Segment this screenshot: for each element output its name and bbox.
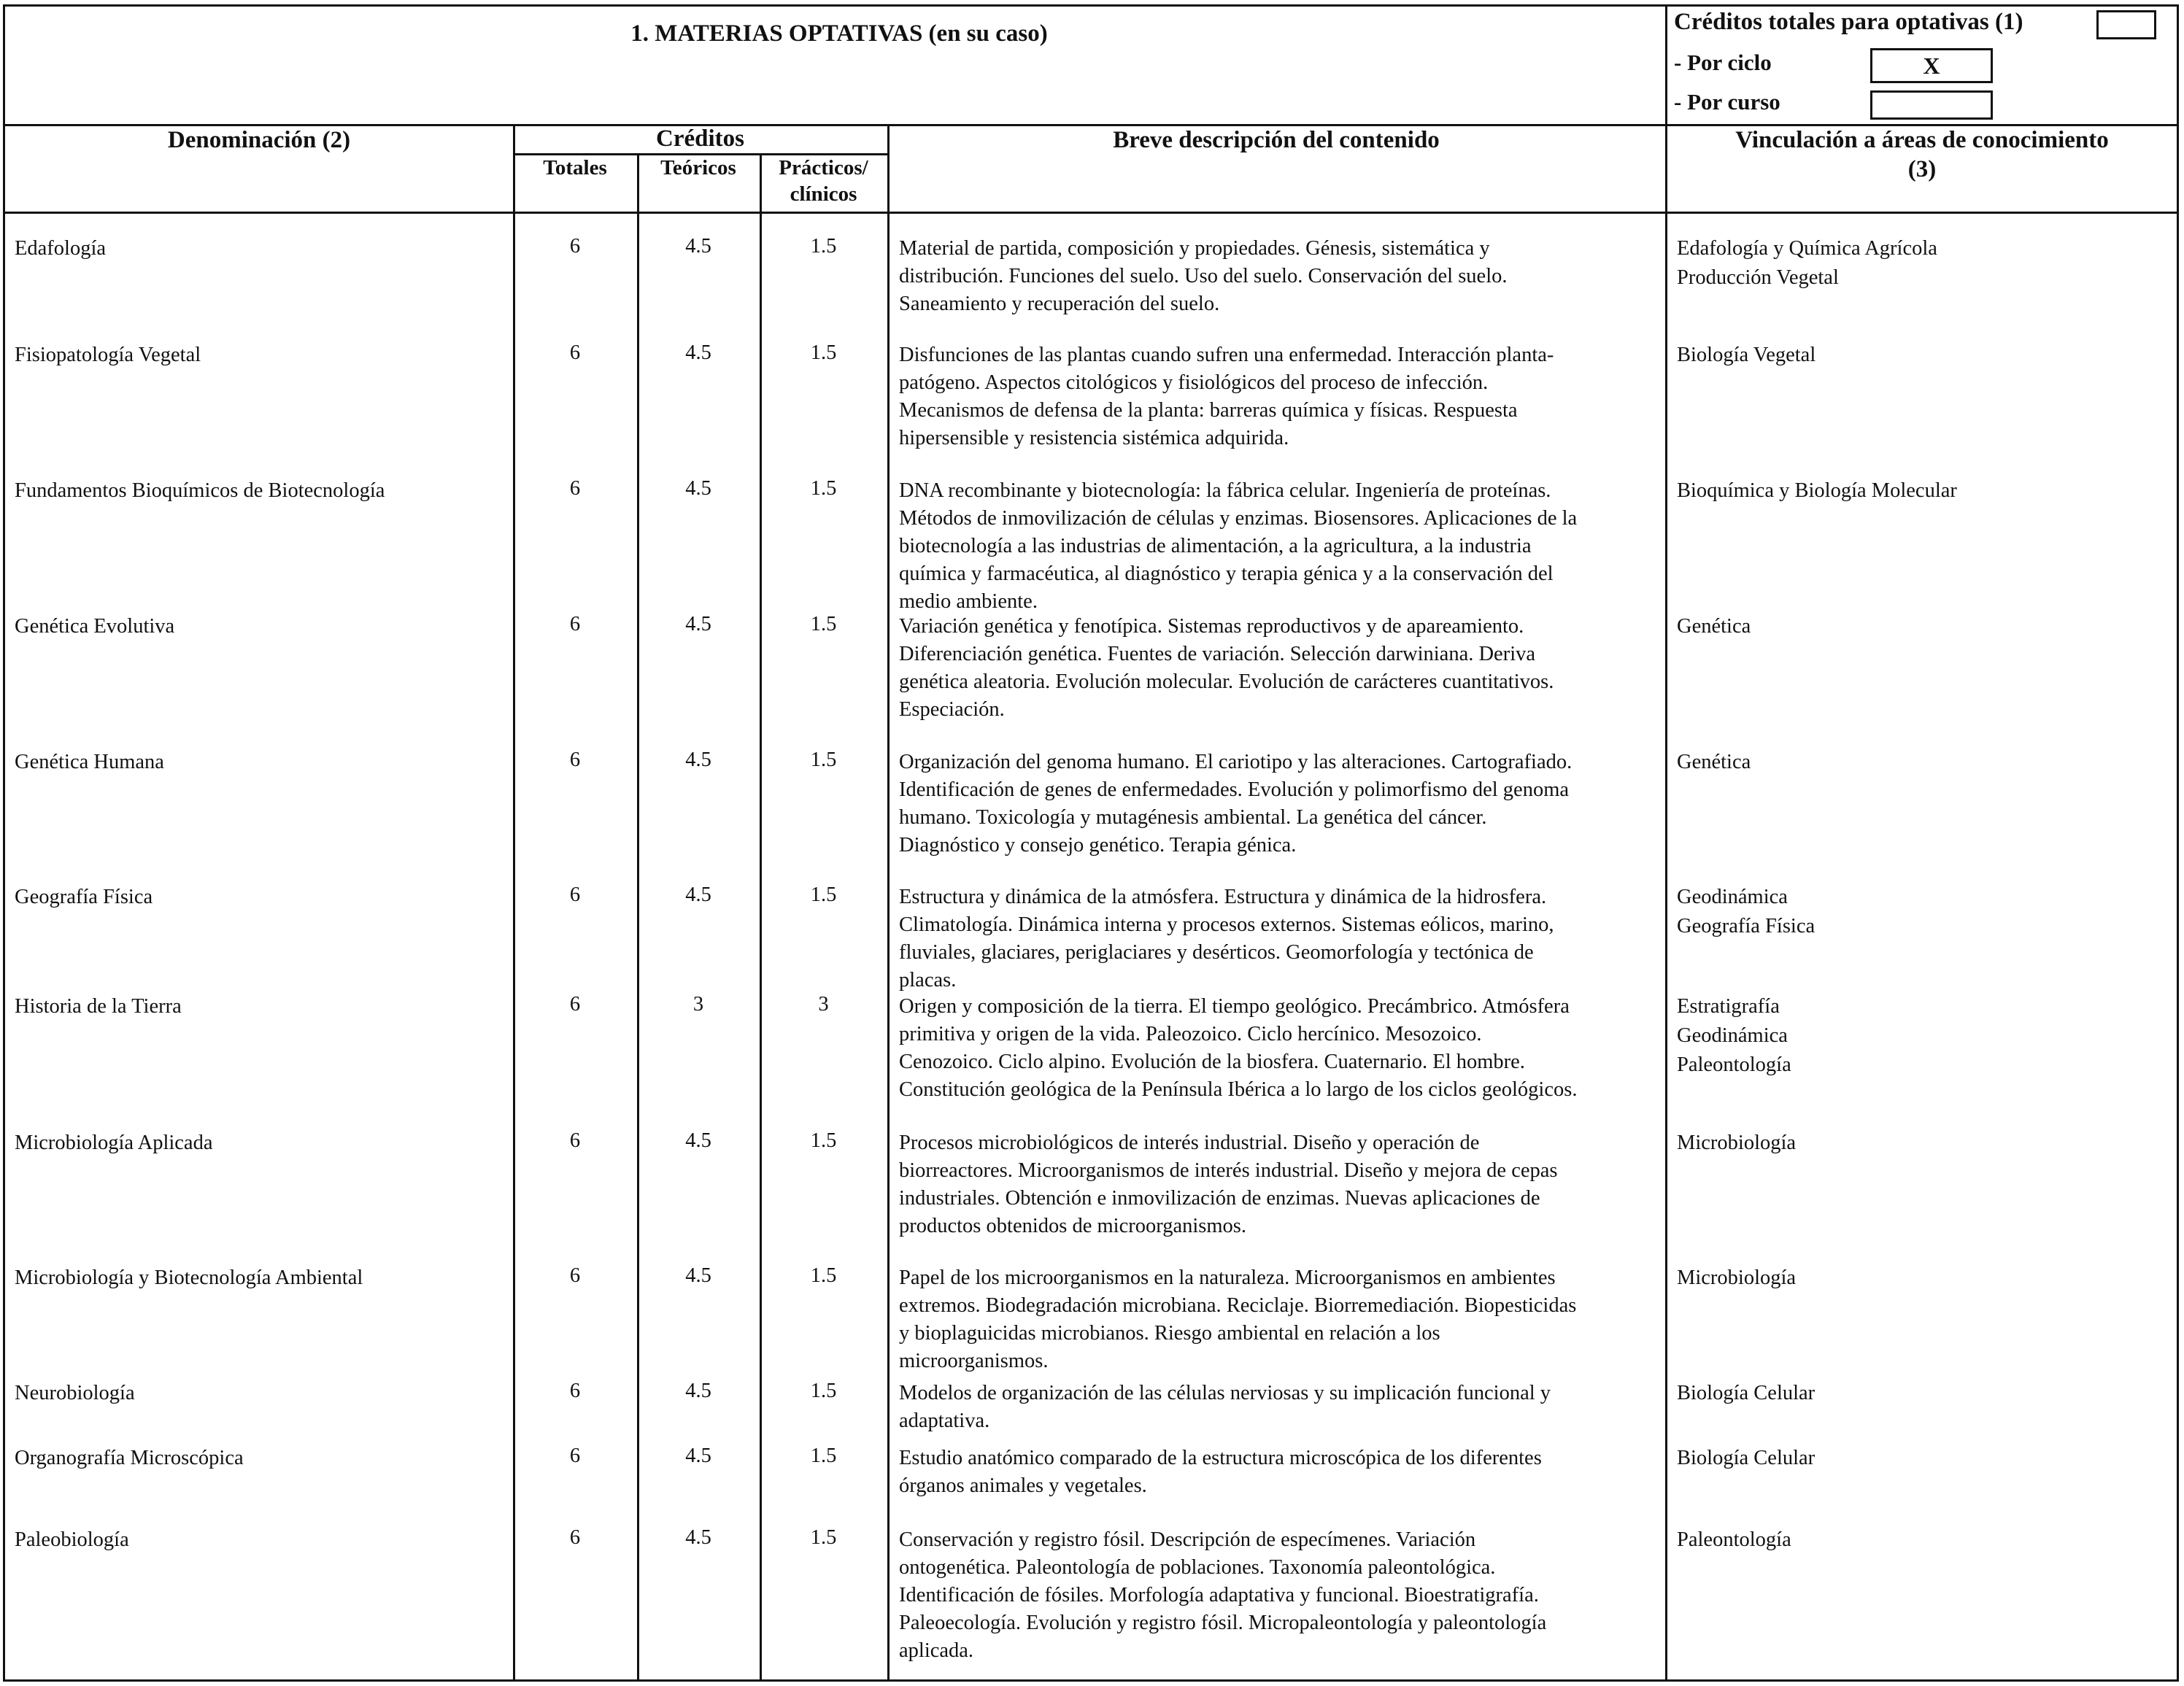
- row-2-area-0: Bioquímica y Biología Molecular: [1677, 479, 1957, 502]
- row-5-teoricos: 4.5: [685, 883, 711, 906]
- row-1-desc-line-3: hipersensible y resistencia sistémica adquirida.: [899, 427, 1289, 449]
- row-1-denominacion: Fisiopatología Vegetal: [15, 344, 201, 366]
- col-header-creditos: Créditos: [656, 125, 744, 152]
- row-8-desc-line-1: extremos. Biodegradación microbiana. Reciclaje. Biorremediación. Biopesticidas: [899, 1294, 1577, 1317]
- row-8-totales: 6: [569, 1264, 581, 1287]
- row-7-desc-line-0: Procesos microbiológicos de interés industrial. Diseño y operación de: [899, 1132, 1480, 1154]
- row-6-desc-line-3: Constitución geológica de la Península Ibérica a lo largo de los ciclos geológicos.: [899, 1078, 1578, 1101]
- row-1-area-0: Biología Vegetal: [1677, 344, 1816, 366]
- row-5-desc-line-3: placas.: [899, 969, 957, 991]
- row-7-desc-line-2: industriales. Obtención e inmovilización de enzimas. Nuevas aplicaciones de: [899, 1187, 1540, 1210]
- row-9-area-0: Biología Celular: [1677, 1382, 1816, 1404]
- row-1-totales: 6: [569, 341, 581, 364]
- col-header-denominacion: Denominación (2): [167, 127, 351, 153]
- row-4-desc-line-1: Identificación de genes de enfermedades. Evolución y polimorfismo del genoma: [899, 778, 1570, 801]
- row-2-desc-line-2: biotecnología a las industrias de alimentación, a la agricultura, a la industria: [899, 535, 1532, 557]
- row-6-teoricos: 3: [692, 993, 704, 1016]
- row-4-desc-line-3: Diagnóstico y consejo genético. Terapia génica.: [899, 834, 1297, 856]
- row-0-practicos: 1.5: [810, 235, 837, 258]
- row-11-totales: 6: [569, 1526, 581, 1549]
- col-divider-practicos: [887, 124, 890, 1682]
- row-2-desc-line-0: DNA recombinante y biotecnología: la fábrica celular. Ingeniería de proteínas.: [899, 479, 1551, 502]
- row-5-denominacion: Geografía Física: [15, 886, 153, 908]
- creditos-totales-box[interactable]: [2096, 10, 2156, 39]
- row-1-desc-line-0: Disfunciones de las plantas cuando sufren una enfermedad. Interacción planta-: [899, 344, 1554, 366]
- row-11-desc-line-3: Paleoecología. Evolución y registro fósil. Micropaleontología y paleontología: [899, 1612, 1547, 1634]
- row-2-desc-line-1: Métodos de inmovilización de células y enzimas. Biosensores. Aplicaciones de la: [899, 507, 1578, 530]
- row-10-totales: 6: [569, 1445, 581, 1467]
- row-5-totales: 6: [569, 883, 581, 906]
- row-8-teoricos: 4.5: [685, 1264, 711, 1287]
- row-4-desc-line-0: Organización del genoma humano. El cariotipo y las alteraciones. Cartografiado.: [899, 751, 1573, 773]
- row-6-desc-line-0: Origen y composición de la tierra. El tiempo geológico. Precámbrico. Atmósfera: [899, 995, 1570, 1018]
- row-3-totales: 6: [569, 613, 581, 635]
- row-2-totales: 6: [569, 477, 581, 500]
- row-6-desc-line-1: primitiva y origen de la vida. Paleozoico. Ciclo hercínico. Mesozoico.: [899, 1023, 1482, 1045]
- row-10-desc-line-1: órganos animales y vegetales.: [899, 1474, 1147, 1497]
- header-divider: [3, 124, 2179, 126]
- row-8-desc-line-2: y bioplaguicidas microbianos. Riesgo ambiental en relación a los: [899, 1322, 1440, 1345]
- row-6-area-2: Paleontología: [1677, 1053, 1791, 1076]
- row-4-area-0: Genética: [1677, 751, 1751, 773]
- row-8-practicos: 1.5: [810, 1264, 837, 1287]
- row-5-desc-line-2: fluviales, glaciares, periglaciares y desérticos. Geomorfología y tectónica de: [899, 941, 1534, 964]
- row-2-practicos: 1.5: [810, 477, 837, 500]
- row-0-area-1: Producción Vegetal: [1677, 266, 1839, 289]
- col-divider-descripcion: [1665, 4, 1667, 1682]
- row-7-area-0: Microbiología: [1677, 1132, 1797, 1154]
- creditos-totales-label: Créditos totales para optativas (1): [1674, 9, 2023, 35]
- row-1-teoricos: 4.5: [685, 341, 711, 364]
- row-7-desc-line-1: biorreactores. Microorganismos de interés industrial. Diseño y mejora de cepas: [899, 1159, 1558, 1182]
- row-2-desc-line-3: química y farmacéutica, al diagnóstico y terapia génica y a la conservación del: [899, 562, 1554, 585]
- col-header-vinculacion: Vinculación a áreas de conocimiento: [1735, 127, 2109, 153]
- row-11-desc-line-2: Identificación de fósiles. Morfología adaptativa y funcional. Bioestratigrafía.: [899, 1584, 1539, 1606]
- col-header-descripcion: Breve descripción del contenido: [1113, 127, 1440, 153]
- col-header-vinculacion-note: (3): [1907, 156, 1937, 182]
- col-header-practicos: Prácticos/: [779, 156, 868, 179]
- row-0-teoricos: 4.5: [685, 235, 711, 258]
- row-1-desc-line-1: patógeno. Aspectos citológicos y fisiológicos del proceso de infección.: [899, 371, 1489, 394]
- row-1-practicos: 1.5: [810, 341, 837, 364]
- por-ciclo-box[interactable]: X: [1870, 48, 1993, 83]
- row-11-area-0: Paleontología: [1677, 1528, 1791, 1551]
- row-3-desc-line-0: Variación genética y fenotípica. Sistemas reproductivos y de apareamiento.: [899, 615, 1524, 638]
- col-header-teoricos: Teóricos: [660, 156, 736, 179]
- row-3-denominacion: Genética Evolutiva: [15, 615, 175, 638]
- por-ciclo-label: - Por ciclo: [1674, 50, 1772, 75]
- row-9-totales: 6: [569, 1380, 581, 1402]
- row-11-denominacion: Paleobiología: [15, 1528, 129, 1551]
- row-2-teoricos: 4.5: [685, 477, 711, 500]
- row-5-area-1: Geografía Física: [1677, 915, 1816, 937]
- row-7-desc-line-3: productos obtenidos de microorganismos.: [899, 1215, 1246, 1237]
- column-header-divider: [3, 212, 2179, 214]
- row-7-teoricos: 4.5: [685, 1129, 711, 1152]
- row-3-desc-line-1: Diferenciación genética. Fuentes de variación. Selección darwiniana. Deriva: [899, 643, 1536, 665]
- row-3-desc-line-3: Especiación.: [899, 698, 1005, 721]
- row-8-denominacion: Microbiología y Biotecnología Ambiental: [15, 1267, 363, 1289]
- row-2-denominacion: Fundamentos Bioquímicos de Biotecnología: [15, 479, 385, 502]
- row-0-area-0: Edafología y Química Agrícola: [1677, 237, 1937, 260]
- row-10-teoricos: 4.5: [685, 1445, 711, 1467]
- row-9-desc-line-0: Modelos de organización de las células nerviosas y su implicación funcional y: [899, 1382, 1551, 1404]
- row-4-teoricos: 4.5: [685, 749, 711, 771]
- row-3-teoricos: 4.5: [685, 613, 711, 635]
- section-title: 1. MATERIAS OPTATIVAS (en su caso): [630, 20, 1048, 47]
- row-0-desc-line-1: distribución. Funciones del suelo. Uso del suelo. Conservación del suelo.: [899, 265, 1508, 287]
- row-0-desc-line-2: Saneamiento y recuperación del suelo.: [899, 293, 1220, 315]
- row-4-denominacion: Genética Humana: [15, 751, 164, 773]
- row-6-desc-line-2: Cenozoico. Ciclo alpino. Evolución de la biosfera. Cuaternario. El hombre.: [899, 1051, 1525, 1073]
- row-10-practicos: 1.5: [810, 1445, 837, 1467]
- por-curso-label: - Por curso: [1674, 89, 1780, 115]
- row-5-area-0: Geodinámica: [1677, 886, 1788, 908]
- row-9-practicos: 1.5: [810, 1380, 837, 1402]
- row-3-practicos: 1.5: [810, 613, 837, 635]
- row-8-desc-line-0: Papel de los microorganismos en la naturaleza. Microorganismos en ambientes: [899, 1267, 1556, 1289]
- row-10-area-0: Biología Celular: [1677, 1447, 1816, 1469]
- row-8-area-0: Microbiología: [1677, 1267, 1797, 1289]
- row-6-practicos: 3: [818, 993, 829, 1016]
- row-6-denominacion: Historia de la Tierra: [15, 995, 182, 1018]
- row-11-practicos: 1.5: [810, 1526, 837, 1549]
- row-11-desc-line-1: ontogenética. Paleontología de poblaciones. Taxonomía paleontológica.: [899, 1556, 1496, 1579]
- row-7-totales: 6: [569, 1129, 581, 1152]
- row-9-desc-line-1: adaptativa.: [899, 1409, 990, 1432]
- row-6-area-1: Geodinámica: [1677, 1024, 1788, 1047]
- row-4-desc-line-2: humano. Toxicología y mutagénesis ambiental. La genética del cáncer.: [899, 806, 1487, 829]
- row-1-desc-line-2: Mecanismos de defensa de la planta: barreras química y físicas. Respuesta: [899, 399, 1518, 422]
- row-11-desc-line-0: Conservación y registro fósil. Descripción de especímenes. Variación: [899, 1528, 1476, 1551]
- row-0-totales: 6: [569, 235, 581, 258]
- row-8-desc-line-3: microorganismos.: [899, 1350, 1049, 1372]
- row-7-practicos: 1.5: [810, 1129, 837, 1152]
- col-header-totales: Totales: [543, 156, 607, 179]
- row-7-denominacion: Microbiología Aplicada: [15, 1132, 213, 1154]
- row-3-desc-line-2: genética aleatoria. Evolución molecular. Evolución de carácteres cuantitativos.: [899, 670, 1554, 693]
- row-11-teoricos: 4.5: [685, 1526, 711, 1549]
- por-curso-box[interactable]: [1870, 90, 1993, 120]
- row-0-denominacion: Edafología: [15, 237, 107, 260]
- row-6-area-0: Estratigrafía: [1677, 995, 1780, 1018]
- col-header-clinicos: clínicos: [790, 182, 857, 206]
- row-4-practicos: 1.5: [810, 749, 837, 771]
- row-9-denominacion: Neurobiología: [15, 1382, 135, 1404]
- row-0-desc-line-0: Material de partida, composición y propiedades. Génesis, sistemática y: [899, 237, 1490, 260]
- row-2-desc-line-4: medio ambiente.: [899, 590, 1038, 613]
- row-6-totales: 6: [569, 993, 581, 1016]
- row-10-desc-line-0: Estudio anatómico comparado de la estructura microscópica de los diferentes: [899, 1447, 1542, 1469]
- row-5-desc-line-1: Climatología. Dinámica interna y procesos externos. Sistemas eólicos, marino,: [899, 913, 1554, 936]
- row-4-totales: 6: [569, 749, 581, 771]
- row-11-desc-line-4: aplicada.: [899, 1639, 974, 1662]
- row-5-desc-line-0: Estructura y dinámica de la atmósfera. Estructura y dinámica de la hidrosfera.: [899, 886, 1547, 908]
- row-5-practicos: 1.5: [810, 883, 837, 906]
- row-3-area-0: Genética: [1677, 615, 1751, 638]
- creditos-subheader-divider: [513, 153, 887, 155]
- row-9-teoricos: 4.5: [685, 1380, 711, 1402]
- row-10-denominacion: Organografía Microscópica: [15, 1447, 244, 1469]
